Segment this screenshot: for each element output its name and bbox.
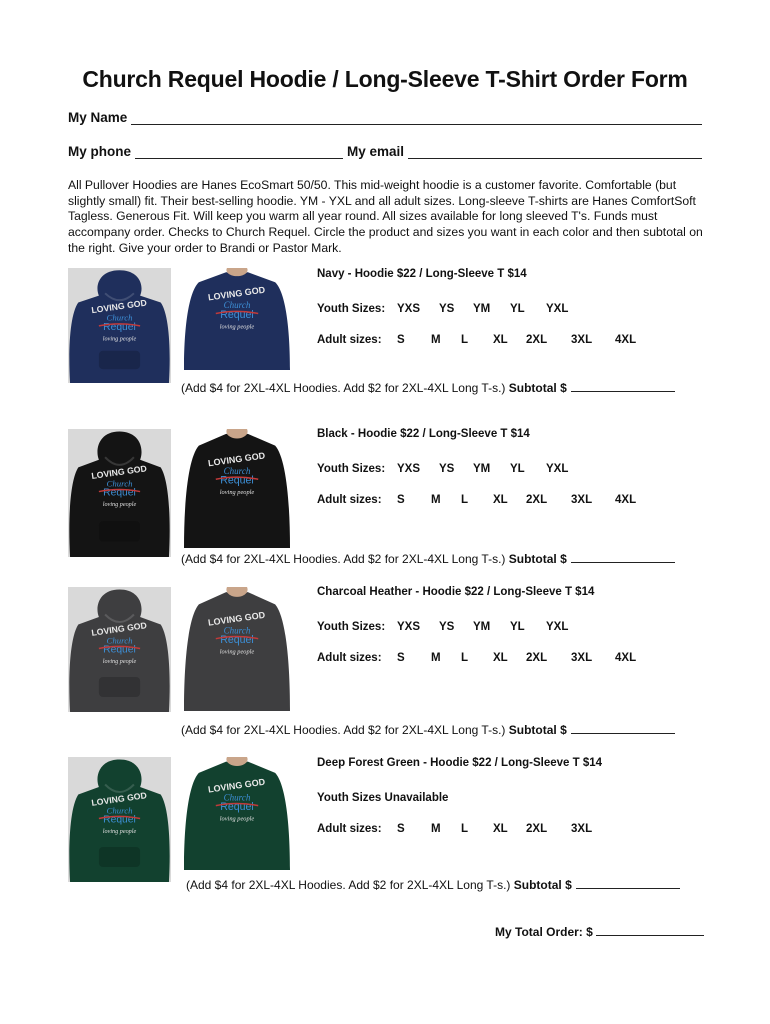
product-title: Charcoal Heather - Hoodie $22 / Long-Sleeve T $14 [317,586,595,598]
size-option-s[interactable]: S [397,334,405,346]
size-option-3xl[interactable]: 3XL [571,494,593,506]
total-order [495,924,704,939]
size-option-ys[interactable]: YS [439,621,455,633]
size-option-yxl[interactable]: YXL [546,463,569,475]
contact-row [68,144,702,159]
size-option-xl[interactable]: XL [493,652,508,664]
size-option-yl[interactable]: YL [510,463,525,475]
name-row [68,110,702,125]
size-option-4xl[interactable]: 4XL [615,494,637,506]
size-option-yxs[interactable]: YXS [397,303,421,315]
size-option-l[interactable]: L [461,823,469,835]
size-option-m[interactable]: M [431,494,441,506]
svg-text:loving people: loving people [219,648,255,656]
adult-sizes-row [317,334,637,346]
size-surcharge-note [181,380,675,395]
surcharge-text: (Add $4 for 2XL-4XL Hoodies. Add $2 for 2XL-4XL Long T-s.) [181,381,509,395]
subtotal-label: Subtotal $ [513,878,572,892]
youth-sizes-label: Youth Sizes: [317,303,386,315]
svg-text:Church: Church [223,300,251,311]
svg-text:loving people: loving people [102,657,137,665]
svg-text:LOVING GOD: LOVING GOD [207,450,266,469]
size-option-4xl[interactable]: 4XL [615,652,637,664]
size-option-l[interactable]: L [461,652,469,664]
svg-text:LOVING GOD: LOVING GOD [90,620,148,638]
size-option-xl[interactable]: XL [493,494,508,506]
product-title: Navy - Hoodie $22 / Long-Sleeve T $14 [317,268,527,280]
adult-sizes-label: Adult sizes: [317,652,382,664]
adult-sizes-label: Adult sizes: [317,494,382,506]
svg-text:loving people: loving people [219,489,255,497]
svg-text:Requel: Requel [220,633,254,646]
size-option-xl[interactable]: XL [493,334,508,346]
hoodie-photo [68,757,171,882]
youth-sizes-row [317,621,569,633]
subtotal-label: Subtotal $ [508,552,567,566]
size-surcharge-note [181,722,675,737]
adult-sizes-label: Adult sizes: [317,823,382,835]
product-title: Deep Forest Green - Hoodie $22 / Long-Sleeve T $14 [317,757,603,769]
phone-label: My phone [68,144,131,159]
youth-sizes-label: Youth Sizes: [317,463,386,475]
subtotal-label: Subtotal $ [508,723,567,737]
size-option-2xl[interactable]: 2XL [526,334,548,346]
svg-text:Requel: Requel [103,814,136,826]
size-option-ym[interactable]: YM [473,621,491,633]
youth-sizes-unavailable: Youth Sizes Unavailable [317,792,449,804]
size-option-l[interactable]: L [461,494,469,506]
svg-text:Church: Church [106,478,133,489]
size-option-2xl[interactable]: 2XL [526,652,548,664]
svg-text:Church: Church [223,792,251,803]
svg-text:Church: Church [106,312,133,323]
intro-text: All Pullover Hoodies are Hanes EcoSmart 50/50. This mid-weight hoodie is a customer favorite. Comfortable (but slightly small) fit. Their best-selling hoodie. YM - YXL and all adult sizes. Long-sleeve T-shirts are Hanes ComfortSoft Tagless. Generous Fit. Will keep you warm all year round. All sizes available for long sleeved T's. Funds must accompany order. Checks to Church Requel. Circle the product and sizes you want in each color and then subtotal on the right. Give your order to Brandi or Pastor Mark. [68,178,703,255]
size-option-ym[interactable]: YM [473,463,491,475]
name-label: My Name [68,110,128,125]
size-option-s[interactable]: S [397,652,405,664]
youth-sizes-row [317,463,569,475]
svg-text:Requel: Requel [103,322,136,333]
size-option-yl[interactable]: YL [510,303,525,315]
hoodie-photo [68,268,171,383]
size-option-yxl[interactable]: YXL [546,303,569,315]
size-option-s[interactable]: S [397,823,405,835]
svg-text:Church: Church [106,635,133,646]
total-label: My Total Order: $ [495,925,593,939]
size-option-2xl[interactable]: 2XL [526,494,548,506]
subtotal-field[interactable] [571,551,675,563]
svg-text:Church: Church [223,465,251,476]
size-option-3xl[interactable]: 3XL [571,334,593,346]
surcharge-text: (Add $4 for 2XL-4XL Hoodies. Add $2 for 2XL-4XL Long T-s.) [181,552,509,566]
adult-sizes-row [317,494,637,506]
svg-text:loving people: loving people [219,815,255,823]
total-field[interactable] [596,924,704,936]
svg-text:loving people: loving people [102,335,137,343]
size-option-m[interactable]: M [431,823,441,835]
svg-text:LOVING GOD: LOVING GOD [90,790,148,808]
email-field[interactable] [408,145,702,159]
size-surcharge-note [186,877,680,892]
subtotal-field[interactable] [571,722,675,734]
size-option-m[interactable]: M [431,334,441,346]
svg-text:LOVING GOD: LOVING GOD [207,609,266,628]
svg-text:Requel: Requel [103,487,136,499]
subtotal-label: Subtotal $ [508,381,567,395]
svg-text:Church: Church [223,625,251,636]
svg-text:LOVING GOD: LOVING GOD [90,463,148,481]
hoodie-photo [68,587,171,712]
svg-text:loving people: loving people [102,827,137,835]
svg-text:Requel: Requel [220,474,254,487]
adult-sizes-label: Adult sizes: [317,334,382,346]
subtotal-field[interactable] [576,877,680,889]
svg-text:LOVING GOD: LOVING GOD [207,776,266,795]
size-option-yxl[interactable]: YXL [546,621,569,633]
size-option-4xl[interactable]: 4XL [615,334,637,346]
adult-sizes-row [317,823,593,835]
svg-text:LOVING GOD: LOVING GOD [90,297,148,316]
youth-sizes-label: Youth Sizes: [317,621,386,633]
svg-text:Requel: Requel [220,800,254,813]
size-option-xl[interactable]: XL [493,823,508,835]
svg-text:Church: Church [106,805,133,816]
size-option-2xl[interactable]: 2XL [526,823,548,835]
hoodie-photo [68,429,171,557]
size-option-yl[interactable]: YL [510,621,525,633]
phone-field[interactable] [135,145,343,159]
surcharge-text: (Add $4 for 2XL-4XL Hoodies. Add $2 for 2XL-4XL Long T-s.) [186,878,514,892]
long-sleeve-tee-photo [184,429,290,548]
size-option-s[interactable]: S [397,494,405,506]
youth-sizes-row [317,303,569,315]
svg-text:Requel: Requel [103,644,136,656]
size-option-ym[interactable]: YM [473,303,491,315]
size-option-ys[interactable]: YS [439,463,455,475]
svg-text:LOVING GOD: LOVING GOD [207,284,266,303]
svg-text:loving people: loving people [102,500,137,508]
long-sleeve-tee-photo [184,757,290,870]
email-label: My email [347,144,405,159]
product-title: Black - Hoodie $22 / Long-Sleeve T $14 [317,428,530,440]
size-option-3xl[interactable]: 3XL [571,652,593,664]
size-option-yxs[interactable]: YXS [397,463,421,475]
size-option-m[interactable]: M [431,652,441,664]
surcharge-text: (Add $4 for 2XL-4XL Hoodies. Add $2 for 2XL-4XL Long T-s.) [181,723,509,737]
subtotal-field[interactable] [571,380,675,392]
size-option-l[interactable]: L [461,334,469,346]
form-title: Church Requel Hoodie / Long-Sleeve T-Shirt Order Form [82,66,688,92]
long-sleeve-tee-photo [184,268,290,370]
svg-text:Requel: Requel [220,308,254,321]
long-sleeve-tee-photo [184,587,290,711]
name-field[interactable] [131,111,702,125]
size-option-ys[interactable]: YS [439,303,455,315]
svg-text:loving people: loving people [219,323,255,331]
size-option-3xl[interactable]: 3XL [571,823,593,835]
size-surcharge-note [181,551,675,566]
size-option-yxs[interactable]: YXS [397,621,421,633]
adult-sizes-row [317,652,637,664]
